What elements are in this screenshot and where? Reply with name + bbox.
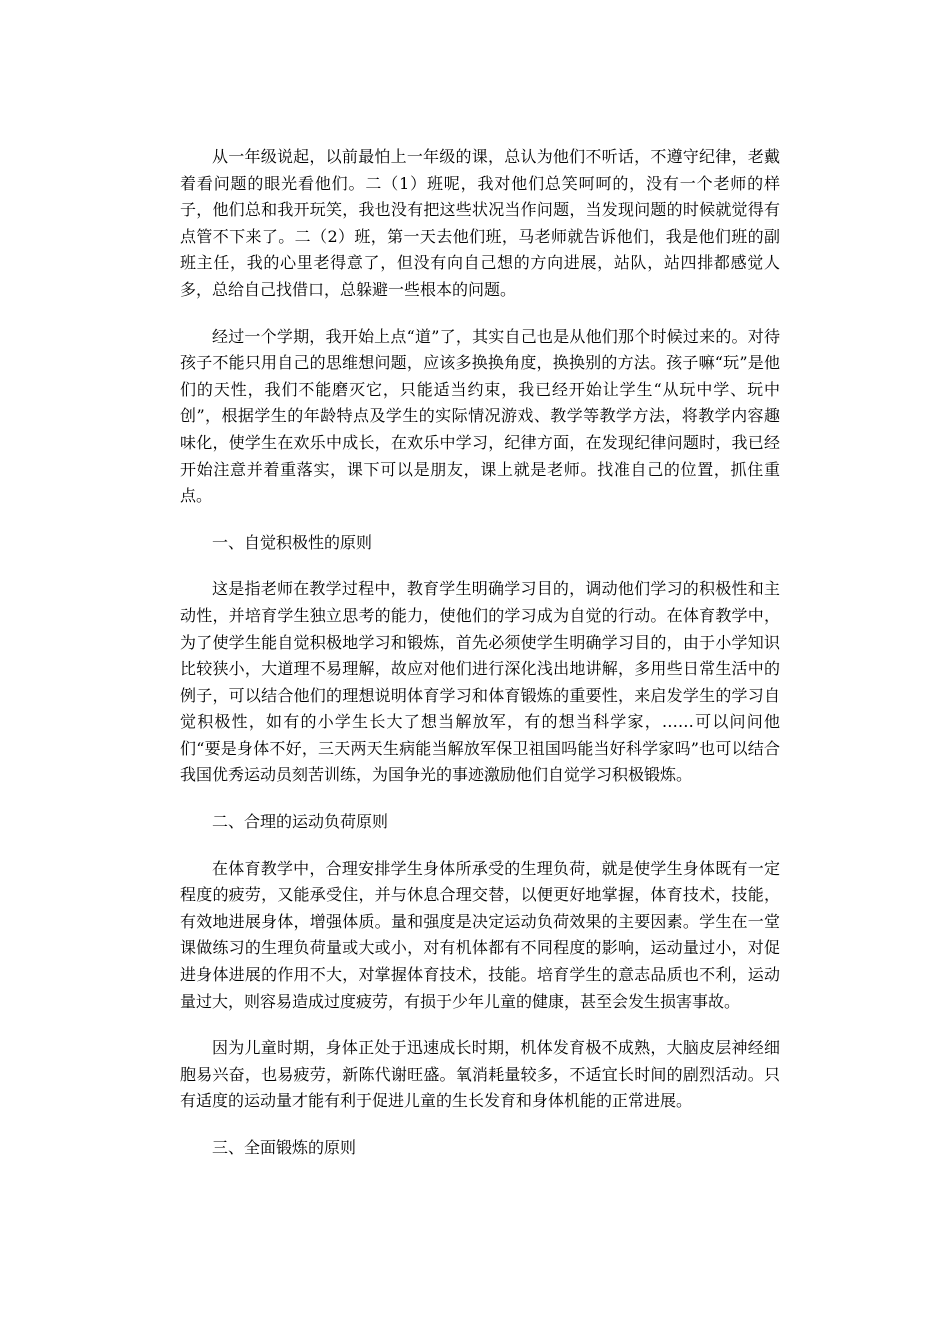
paragraph-childhood-development: 因为儿童时期，身体正处于迅速成长时期，机体发育极不成熟，大脑皮层神经细胞易兴奋，也易疲劳，新陈代谢旺盛。氧消耗量较多，不适宜长时间的剧烈活动。只有适度的运动量才能有利于促进儿童的生长发育和身体机能的正常进展。 bbox=[180, 1038, 780, 1111]
paragraph-principle-2: 在体育教学中，合理安排学生身体所承受的生理负荷，就是使学生身体既有一定程度的疲劳，又能承受住，并与休息合理交替，以便更好地掌握，体育技术，技能，有效地进展身体，增强体质。量和强度是决定运动负荷效果的主要因素。学生在一堂课做练习的生理负荷量或大或小，对有机体都有不同程度的影响，运动量过小，对促进身体进展的作用不大，对掌握体育技术，技能。培育学生的意志品质也不利，运动量过大，则容易造成过度疲劳，有损于少年儿童的健康，甚至会发生损害事故。 bbox=[180, 858, 780, 1011]
paragraph-semester-reflection: 经过一个学期，我开始上点“道”了，其实自己也是从他们那个时候过来的。对待孩子不能只用自己的思维想问题，应该多换换角度，换换别的方法。孩子嘛“玩”是他们的天性，我们不能磨灭它，只能适当约束，我已经开始让学生“从玩中学、玩中创”，根据学生的年龄特点及学生的实际情况游戏、教学等教学方法，将教学内容趣味化，使学生在欢乐中成长，在欢乐中学习，纪律方面，在发现纪律问题时，我已经开始注意并着重落实，课下可以是朋友，课上就是老师。找准自己的位置，抓住重点。 bbox=[180, 326, 780, 506]
paragraph-first-grade: 从一年级说起，以前最怕上一年级的课，总认为他们不听话，不遵守纪律，老戴着看问题的眼光看他们。二（1）班呢，我对他们总笑呵呵的，没有一个老师的样子，他们总和我开玩笑，我也没有把这些状况当作问题，当发现问题的时候就觉得有点管不下来了。二（2）班，第一天去他们班，马老师就告诉他们，我是他们班的副班主任，我的心里老得意了，但没有向自己想的方向进展，站队，站四排都感觉人多，总给自己找借口，总躲避一些根本的问题。 bbox=[180, 147, 780, 299]
heading-principle-2: 二、合理的运动负荷原则 bbox=[212, 812, 389, 832]
document-page bbox=[180, 144, 780, 1182]
heading-principle-3: 三、全面锻炼的原则 bbox=[212, 1138, 357, 1157]
paragraph-principle-1: 这是指老师在教学过程中，教育学生明确学习目的，调动他们学习的积极性和主动性，并培育学生独立思考的能力，使他们的学习成为自觉的行动。在体育教学中，为了使学生能自觉积极地学习和锻炼，首先必须使学生明确学习目的，由于小学知识比较狭小，大道理不易理解，故应对他们进行深化浅出地讲解，多用些日常生活中的例子，可以结合他们的理想说明体育学习和体育锻炼的重要性，来启发学生的学习自觉积极性，如有的小学生长大了想当解放军，有的想当科学家，……可以问问他们“要是身体不好，三天两天生病能当解放军保卫祖国吗能当好科学家吗”也可以结合我国优秀运动员刻苦训练，为国争光的事迹激励他们自觉学习积极锻炼。 bbox=[180, 579, 780, 785]
heading-principle-1: 一、自觉积极性的原则 bbox=[212, 532, 373, 552]
